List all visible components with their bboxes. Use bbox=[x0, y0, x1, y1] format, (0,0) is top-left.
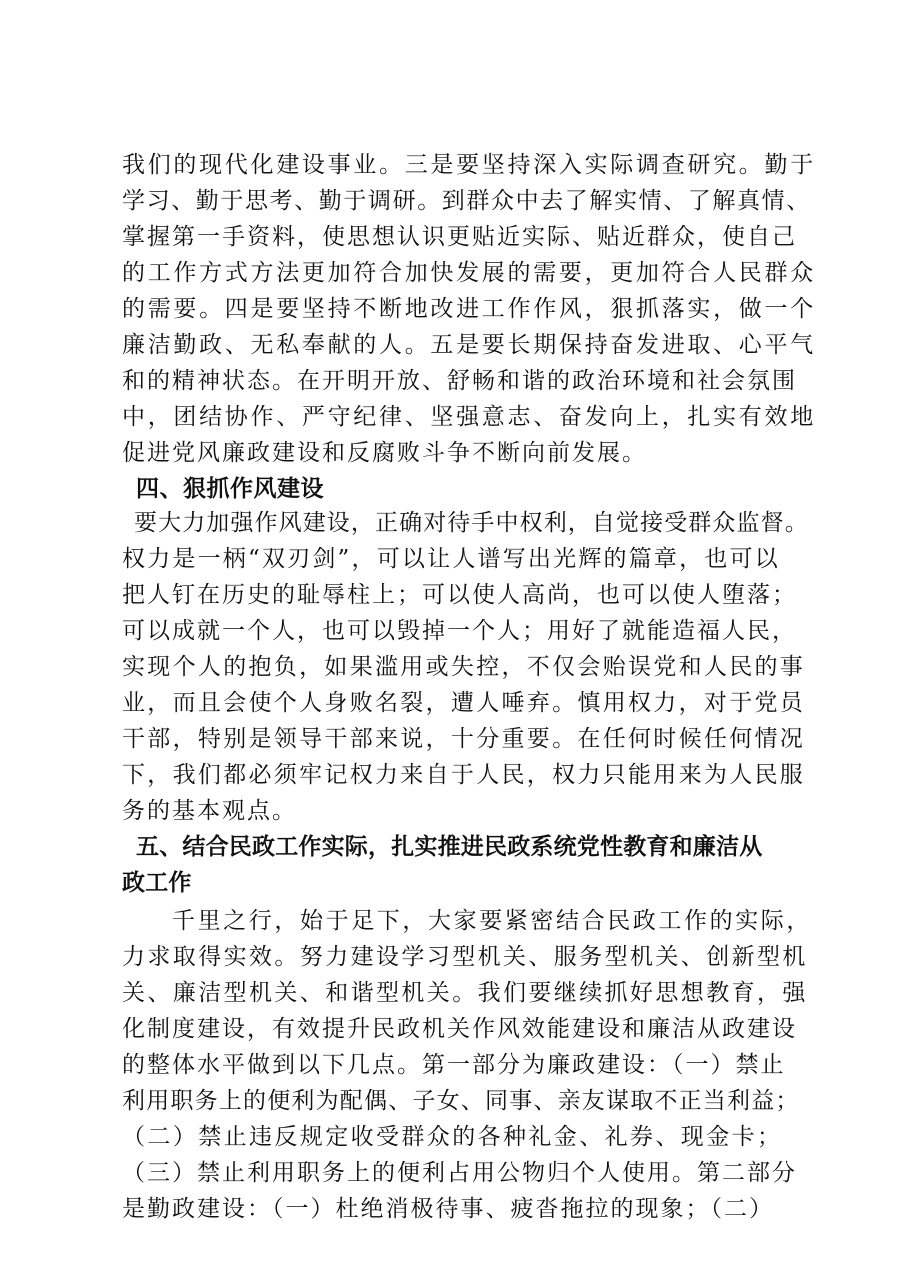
text-line: 的需要。四是要坚持不断地改进工作作风，狠抓落实，做一个 bbox=[122, 296, 816, 322]
text-line: 权力是一柄“双刃剑”，可以让人谱写出光辉的篇章，也可以 bbox=[122, 546, 780, 572]
text-line: 可以成就一个人，也可以毁掉一个人；用好了就能造福人民， bbox=[122, 618, 797, 644]
text-line: 和的精神状态。在开明开放、舒畅和谐的政治环境和社会氛围 bbox=[122, 368, 797, 394]
text-line: 廉洁勤政、无私奉献的人。五是要长期保持奋发进取、心平气 bbox=[122, 332, 816, 358]
text-line: 的工作方式方法更加符合加快发展的需要，更加符合人民群众 bbox=[122, 260, 816, 286]
text-line: 我们的现代化建设事业。三是要坚持深入实际调查研究。勤于 bbox=[122, 152, 816, 178]
text-line: 力求取得实效。努力建设学习型机关、服务型机关、创新型机 bbox=[122, 944, 808, 970]
text-line: 的整体水平做到以下几点。第一部分为廉政建设：（一）禁止 bbox=[122, 1052, 786, 1078]
section-heading-5-cont: 政工作 bbox=[122, 870, 192, 896]
text-line: 学习、勤于思考、勤于调研。到群众中去了解实情、了解真情、 bbox=[122, 188, 811, 214]
text-line: （二）禁止违反规定收受群众的各种礼金、礼券、现金卡； bbox=[122, 1124, 783, 1150]
text-line: 掌握第一手资料，使思想认识更贴近实际、贴近群众，使自己 bbox=[122, 224, 797, 250]
section-heading-4: 四、狠抓作风建设 bbox=[136, 476, 324, 502]
text-line: 业，而且会使个人身败名裂，遭人唾弃。慎用权力，对于党员 bbox=[122, 690, 806, 716]
text-line: 利用职务上的便利为配偶、子女、同事、亲友谋取不正当利益； bbox=[122, 1088, 800, 1114]
text-line: 把人钉在历史的耻辱柱上；可以使人高尚，也可以使人堕落； bbox=[122, 582, 797, 608]
text-line: 下，我们都必须牢记权力来自于人民，权力只能用来为人民服 bbox=[122, 762, 806, 788]
text-line: 要大力加强作风建设，正确对待手中权利，自觉接受群众监督。 bbox=[134, 510, 809, 536]
text-line: 是勤政建设：（一）杜绝消极待事、疲沓拖拉的现象；（二） bbox=[122, 1196, 774, 1222]
section-heading-5: 五、结合民政工作实际，扎实推进民政系统党性教育和廉洁从 bbox=[136, 834, 763, 860]
text-line: 促进党风廉政建设和反腐败斗争不断向前发展。 bbox=[122, 440, 647, 466]
text-line: 千里之行，始于足下，大家要紧密结合民政工作的实际， bbox=[172, 908, 812, 934]
text-line: 化制度建设，有效提升民政机关作风效能建设和廉洁从政建设 bbox=[122, 1016, 797, 1042]
text-line: （三）禁止利用职务上的便利占用公物归个人使用。第二部分 bbox=[122, 1160, 797, 1186]
text-line: 中，团结协作、严守纪律、坚强意志、奋发向上，扎实有效地 bbox=[122, 404, 816, 430]
text-line: 务的基本观点。 bbox=[122, 798, 297, 824]
text-line: 关、廉洁型机关、和谐型机关。我们要继续抓好思想教育，强 bbox=[122, 980, 808, 1006]
text-line: 实现个人的抱负，如果滥用或失控，不仅会贻误党和人民的事 bbox=[122, 654, 806, 680]
text-line: 干部，特别是领导干部来说，十分重要。在任何时候任何情况 bbox=[122, 726, 806, 752]
